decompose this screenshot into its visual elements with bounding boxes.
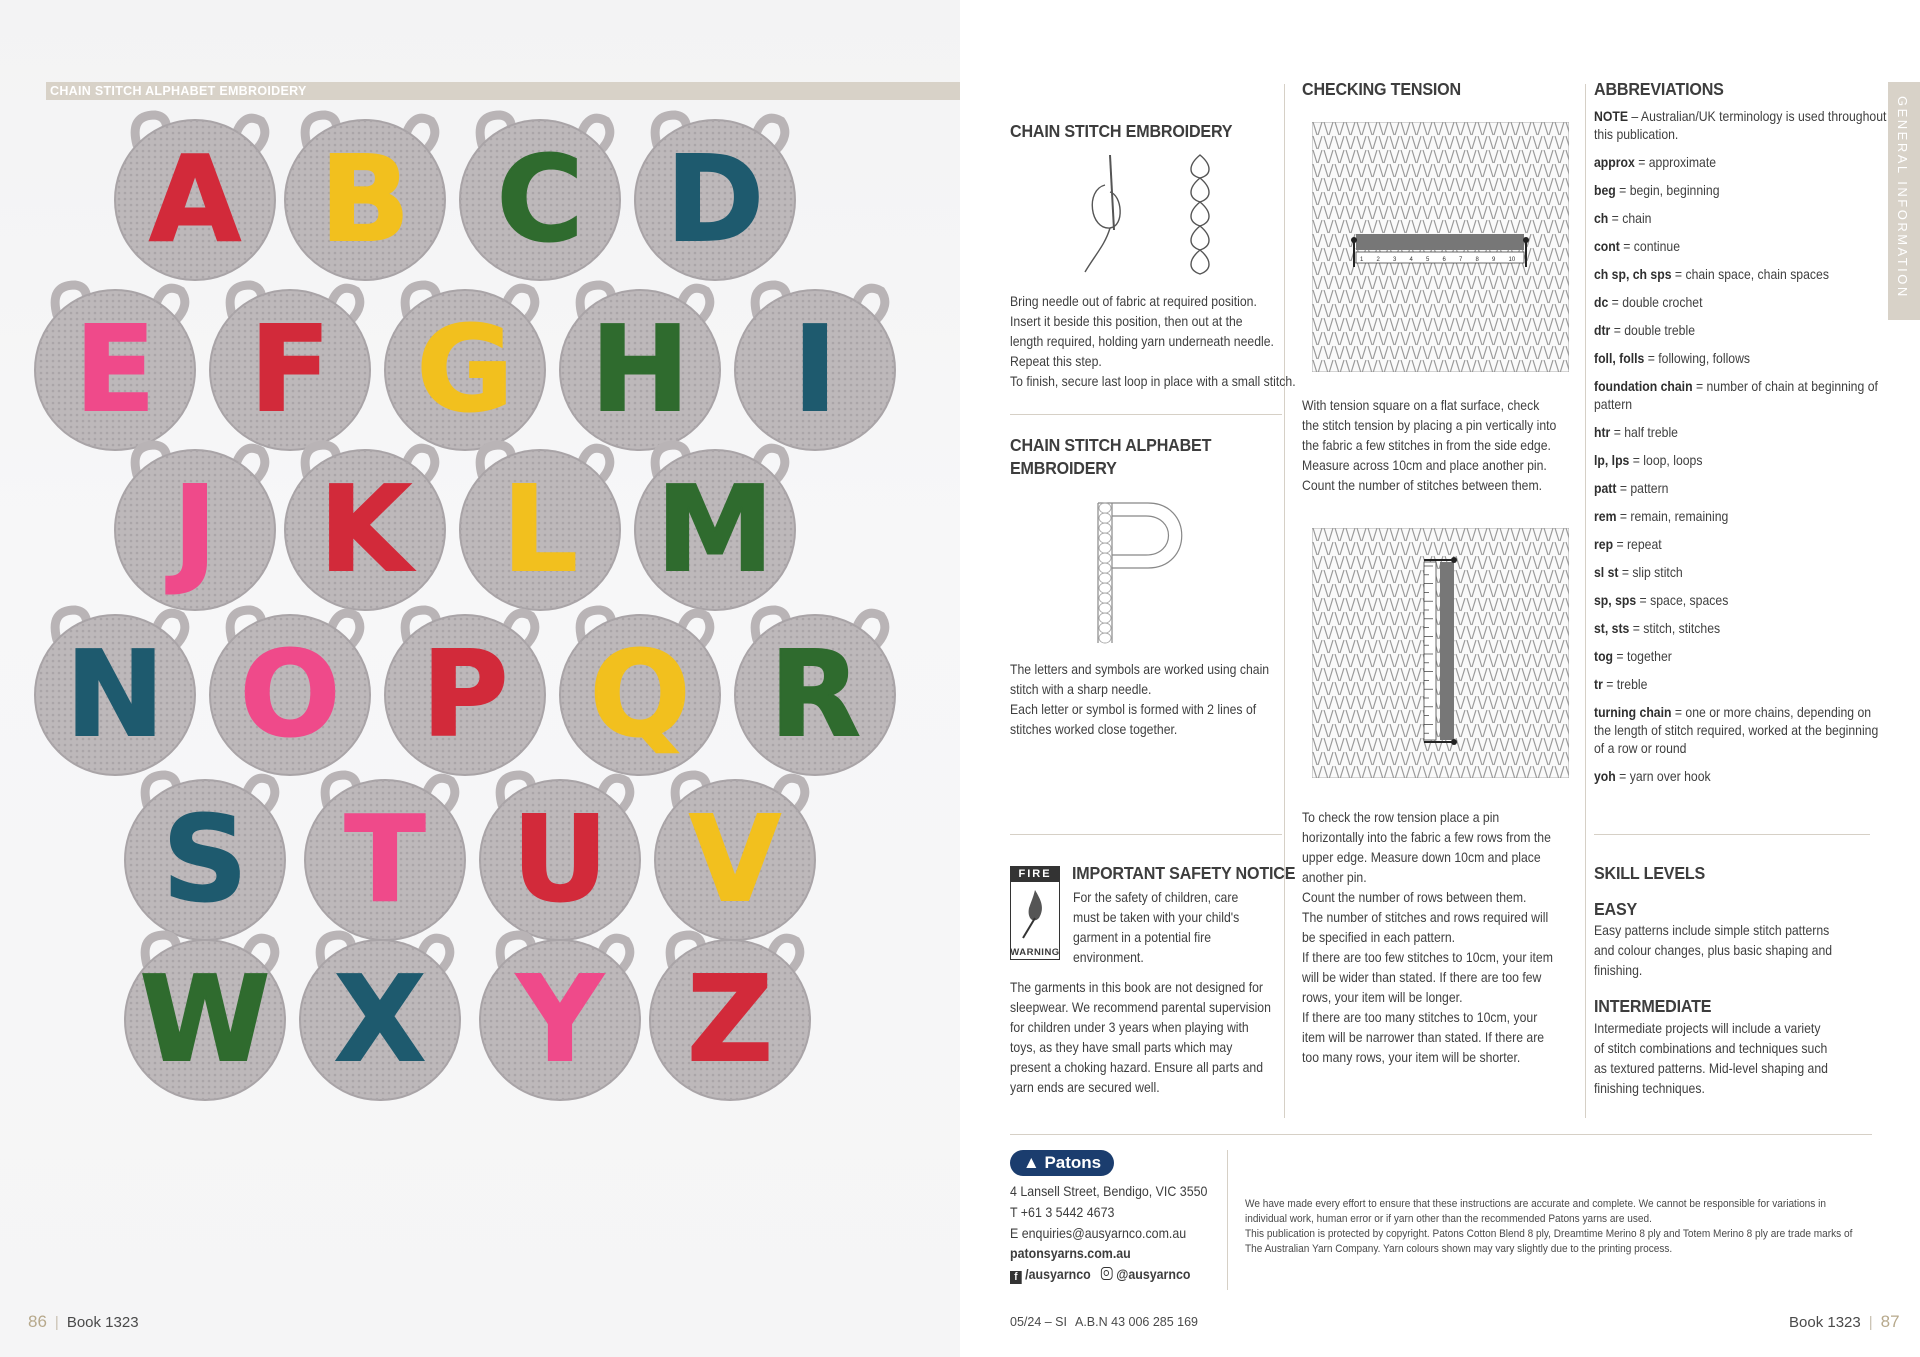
abbreviation-definition: = space, spaces <box>1636 593 1729 608</box>
letter-medallion <box>210 285 370 450</box>
letter-medallion <box>305 775 465 940</box>
embroidered-letter: A <box>149 130 241 268</box>
ruler-number: 4 <box>1409 257 1413 263</box>
abbreviations-heading: ABBREVIATIONS <box>1594 79 1724 99</box>
abbreviation-item <box>1594 182 1887 200</box>
letter-medallion <box>480 775 640 940</box>
abbreviation-item <box>1594 294 1887 312</box>
tension-p1-3: the fabric a few stitches in from the side edge. <box>1302 438 1551 453</box>
abbreviation-item <box>1594 648 1887 666</box>
abbreviation-definition: = double treble <box>1610 323 1696 338</box>
safety-intro <box>1073 888 1239 968</box>
ruler-number: 1 <box>1360 257 1364 263</box>
safety-body <box>1010 978 1271 1098</box>
page-number-87: 87 <box>1880 1312 1900 1331</box>
abbreviation-term: approx <box>1594 155 1635 170</box>
instagram-icon[interactable] <box>1101 1267 1113 1280</box>
ruler-number: 9 <box>1492 257 1496 263</box>
embroidered-letter: L <box>502 460 578 598</box>
abbreviation-definition: = begin, beginning <box>1615 183 1720 198</box>
safety-body-5: present a choking hazard. Ensure all parts and <box>1010 1060 1263 1075</box>
safety-intro-3: garment in a potential fire <box>1073 930 1212 945</box>
note-label: NOTE <box>1594 109 1628 124</box>
abbreviation-term: dc <box>1594 295 1609 310</box>
abbreviation-term: beg <box>1594 183 1616 198</box>
right-folio: Book 1323 | 87 <box>1789 1312 1900 1331</box>
letter-medallion <box>560 610 720 775</box>
abbreviation-definition: = chain <box>1608 211 1652 226</box>
alphabet-line-1: The letters and symbols are worked using chain <box>1010 662 1270 677</box>
divider-footer <box>1010 1134 1872 1135</box>
ruler-number: 10 <box>1508 257 1516 263</box>
company-email[interactable]: E enquiries@ausyarnco.com.au <box>1010 1226 1187 1241</box>
left-folio: 86 | Book 1323 <box>28 1312 139 1331</box>
chain-link <box>1099 503 1111 513</box>
embroidered-letter: N <box>65 625 165 763</box>
tension-p1-1: With tension square on a flat surface, check <box>1302 398 1540 413</box>
abbreviation-definition: = treble <box>1602 677 1648 692</box>
chain-link <box>1099 513 1111 523</box>
chain-line-3: length required, holding yarn underneath needle. <box>1010 334 1274 349</box>
match-flame-icon <box>1011 882 1058 942</box>
company-website[interactable]: patonsyarns.com.au <box>1010 1246 1131 1261</box>
letter-medallion <box>125 935 285 1100</box>
letter-medallion <box>35 285 195 450</box>
easy-heading: EASY <box>1594 899 1638 919</box>
abbreviation-definition: = repeat <box>1613 537 1662 552</box>
ruler-number: 5 <box>1426 257 1430 263</box>
abbreviation-term: sl st <box>1594 565 1619 580</box>
safety-body-1: The garments in this book are not designed for <box>1010 980 1263 995</box>
letter-medallion <box>460 445 620 610</box>
letter-medallion <box>115 445 275 610</box>
embroidered-letter: G <box>416 300 514 438</box>
abbreviation-item <box>1594 452 1887 470</box>
easy-line-2: and colour changes, plus basic shaping and <box>1594 943 1833 958</box>
embroidered-letter: I <box>793 300 837 438</box>
abbreviation-definition: = pattern <box>1616 481 1669 496</box>
column-divider-1 <box>1284 84 1285 1118</box>
abbreviation-term: turning chain <box>1594 705 1672 720</box>
embroidered-letter: S <box>162 790 248 928</box>
embroidered-letter: Y <box>517 950 603 1088</box>
crochet-alphabet-photo <box>20 100 940 1270</box>
abbreviation-item <box>1594 266 1887 284</box>
tension-p1-5: Count the number of stitches between them. <box>1302 478 1543 493</box>
letter-medallion <box>285 445 445 610</box>
alphabet-line-3: Each letter or symbol is formed with 2 lines of <box>1010 702 1257 717</box>
book-number-left: Book 1323 <box>66 1314 139 1331</box>
chain-link <box>1099 603 1111 613</box>
abbreviation-item <box>1594 210 1887 228</box>
abbreviation-item <box>1594 564 1887 582</box>
easy-line-3: finishing. <box>1594 963 1643 978</box>
tension-p2-9: will be wider than stated. If there are too few <box>1302 970 1542 985</box>
abbreviation-term: foundation chain <box>1594 379 1693 394</box>
abbreviation-item <box>1594 350 1887 368</box>
general-information-tab <box>1888 82 1920 320</box>
letter-medallion <box>650 935 810 1100</box>
intermediate-line-2: of stitch combinations and techniques such <box>1594 1041 1828 1056</box>
abbreviation-item <box>1594 238 1887 256</box>
company-address: 4 Lansell Street, Bendigo, VIC 3550 <box>1010 1184 1208 1199</box>
chain-link <box>1099 613 1111 623</box>
letter-medallion <box>285 115 445 280</box>
letter-medallion <box>460 115 620 280</box>
embroidered-letter: F <box>249 300 331 438</box>
row-tension-swatch <box>1312 528 1569 778</box>
embroidered-letter: E <box>74 300 156 438</box>
abbreviation-term: tog <box>1594 649 1614 664</box>
tension-paragraph-2 <box>1302 808 1553 1068</box>
letter-medallion <box>735 285 895 450</box>
chain-letter-p-diagram <box>1088 498 1204 648</box>
tension-p2-10: rows, your item will be longer. <box>1302 990 1463 1005</box>
letter-medallion <box>35 610 195 775</box>
abbreviation-definition: = slip stitch <box>1618 565 1683 580</box>
embroidered-letter: M <box>656 460 774 598</box>
ruler-number: 6 <box>1442 257 1446 263</box>
chain-link <box>1099 633 1111 643</box>
abbreviation-term: rep <box>1594 537 1614 552</box>
chain-link <box>1099 543 1111 553</box>
footer-divider <box>1227 1150 1228 1290</box>
easy-description <box>1594 921 1832 981</box>
letter-medallion <box>210 610 370 775</box>
note-text: – Australian/UK terminology is used throughout this publication. <box>1594 109 1887 142</box>
embroidered-letter: P <box>421 625 509 763</box>
abbreviation-term: sp, sps <box>1594 593 1637 608</box>
alphabet-instructions <box>1010 660 1269 740</box>
abbreviation-term: htr <box>1594 425 1611 440</box>
tension-p2-11: If there are too many stitches to 10cm, your <box>1302 1010 1538 1025</box>
safety-body-4: toys, as they have small parts which may <box>1010 1040 1233 1055</box>
letter-medallion <box>655 775 815 940</box>
ruler-number: 7 <box>1459 257 1463 263</box>
chain-link <box>1099 583 1111 593</box>
tension-p2-1: To check the row tension place a pin <box>1302 810 1500 825</box>
abbreviation-definition: = remain, remaining <box>1616 509 1729 524</box>
alphabet-line-2: stitch with a sharp needle. <box>1010 682 1152 697</box>
skill-levels-heading: SKILL LEVELS <box>1594 863 1706 883</box>
alphabet-heading-2: EMBROIDERY <box>1010 458 1117 478</box>
letter-medallion <box>560 285 720 450</box>
ruler-number: 2 <box>1376 257 1380 263</box>
abbreviation-definition: = half treble <box>1610 425 1678 440</box>
chain-link <box>1099 563 1111 573</box>
safety-heading: IMPORTANT SAFETY NOTICE <box>1072 863 1296 883</box>
abbreviation-item <box>1594 704 1887 758</box>
abbreviation-definition: = approximate <box>1634 155 1717 170</box>
abbreviation-term: ch <box>1594 211 1609 226</box>
chain-link <box>1099 523 1111 533</box>
abbreviation-item <box>1594 620 1887 638</box>
tension-heading: CHECKING TENSION <box>1302 79 1461 99</box>
tension-p1-2: the stitch tension by placing a pin vertically into <box>1302 418 1557 433</box>
abbreviations-list <box>1594 108 1886 796</box>
abbreviation-item <box>1594 378 1887 414</box>
abbreviation-term: yoh <box>1594 769 1616 784</box>
embroidered-letter: T <box>344 790 426 928</box>
diagram-letter: P <box>1140 543 1141 544</box>
abbreviation-term: lp, lps <box>1594 453 1630 468</box>
divider-chain <box>1010 414 1282 415</box>
abbreviation-item <box>1594 676 1887 694</box>
tension-p2-5: Count the number of rows between them. <box>1302 890 1527 905</box>
disclaimer <box>1245 1197 1884 1257</box>
easy-line-1: Easy patterns include simple stitch patterns <box>1594 923 1830 938</box>
company-phone: T +61 3 5442 4673 <box>1010 1205 1115 1220</box>
alphabet-heading-1: CHAIN STITCH ALPHABET <box>1010 435 1212 455</box>
abbreviation-term: st, sts <box>1594 621 1630 636</box>
intermediate-line-4: finishing techniques. <box>1594 1081 1705 1096</box>
tension-p2-2: horizontally into the fabric a few rows from the <box>1302 830 1551 845</box>
embroidered-letter: B <box>320 130 410 268</box>
safety-intro-4: environment. <box>1073 950 1144 965</box>
abbreviation-item <box>1594 768 1887 786</box>
abbreviation-item <box>1594 480 1887 498</box>
chain-stitch-heading: CHAIN STITCH EMBROIDERY <box>1010 121 1233 141</box>
embroidered-letter: D <box>666 130 764 268</box>
intermediate-description <box>1594 1019 1828 1099</box>
embroidered-letter: C <box>496 130 584 268</box>
patons-logo-text: Patons <box>1044 1153 1102 1172</box>
abbreviation-item <box>1594 154 1887 172</box>
abbreviation-item <box>1594 536 1887 554</box>
letter-medallion <box>115 115 275 280</box>
safety-body-3: for children under 3 years when playing with <box>1010 1020 1249 1035</box>
ruler-number: 8 <box>1475 257 1479 263</box>
tension-p2-4: another pin. <box>1302 870 1367 885</box>
column-divider-2 <box>1585 84 1586 1118</box>
abbreviation-definition: = following, follows <box>1644 351 1751 366</box>
abbreviation-definition: = one or more chains, depending on the length of stitch required, worked at the beginning of a row or round <box>1594 705 1879 756</box>
letter-medallion <box>480 935 640 1100</box>
embroidered-letter: Z <box>687 950 773 1088</box>
instagram-handle[interactable]: @ausyarnco <box>1116 1267 1191 1282</box>
abbreviation-definition: = chain space, chain spaces <box>1671 267 1829 282</box>
warning-label: WARNING <box>1010 947 1060 958</box>
letter-medallion <box>385 610 545 775</box>
embroidered-letter: R <box>769 625 861 763</box>
divider-abbr <box>1594 834 1870 835</box>
abbreviation-note <box>1594 108 1887 144</box>
abbreviation-definition: = stitch, stitches <box>1629 621 1721 636</box>
abbreviation-term: patt <box>1594 481 1617 496</box>
tension-p2-7: be specified in each pattern. <box>1302 930 1456 945</box>
fire-label: FIRE <box>1011 867 1059 882</box>
patons-logo: ▲ Patons <box>1010 1150 1114 1176</box>
ruler-number: 3 <box>1393 257 1397 263</box>
embroidered-letter: X <box>334 950 426 1088</box>
book-number-right: Book 1323 <box>1789 1314 1861 1331</box>
tension-p1-4: Measure across 10cm and place another pin. <box>1302 458 1547 473</box>
divider-alphabet <box>1010 834 1282 835</box>
chain-stitch-instructions <box>1010 292 1296 392</box>
embroidered-letter: U <box>512 790 608 928</box>
abbreviation-definition: = number of chain at beginning of pattern <box>1594 379 1878 412</box>
abbreviation-item <box>1594 592 1887 610</box>
facebook-icon[interactable]: f <box>1010 1271 1022 1284</box>
facebook-handle[interactable]: /ausyarnco <box>1025 1267 1091 1282</box>
embroidered-letter: H <box>590 300 690 438</box>
abbreviation-definition: = together <box>1613 649 1672 664</box>
intermediate-line-3: as textured patterns. Mid-level shaping and <box>1594 1061 1828 1076</box>
abbreviation-definition: = loop, loops <box>1629 453 1703 468</box>
letter-medallion <box>735 610 895 775</box>
print-code: 05/24 – SI <box>1010 1315 1067 1329</box>
abbreviation-definition: = yarn over hook <box>1615 769 1711 784</box>
tension-p2-3: upper edge. Measure down 10cm and place <box>1302 850 1541 865</box>
embroidered-letter: O <box>239 625 341 763</box>
chain-link <box>1099 593 1111 603</box>
chain-link <box>1099 623 1111 633</box>
abbreviation-item <box>1594 322 1887 340</box>
abbreviation-item <box>1594 508 1887 526</box>
abbreviation-term: cont <box>1594 239 1620 254</box>
page-number-86: 86 <box>28 1312 47 1331</box>
letter-medallion <box>300 935 460 1100</box>
letter-medallion <box>125 775 285 940</box>
tension-p2-12: item will be narrower than stated. If there are <box>1302 1030 1545 1045</box>
abbreviation-term: dtr <box>1594 323 1611 338</box>
letter-medallion <box>635 445 795 610</box>
disclaimer-line-3: This publication is protected by copyright. Patons Cotton Blend 8 ply, Dreamtime Merino 8 ply and Totem Merino 8 ply are trade marks of <box>1245 1228 1853 1240</box>
disclaimer-line-1: We have made every effort to ensure that these instructions are accurate and complete. We cannot be responsible for variations in <box>1245 1198 1826 1210</box>
embroidered-letter: V <box>689 790 781 928</box>
safety-body-2: sleepwear. We recommend parental supervision <box>1010 1000 1271 1015</box>
safety-intro-2: must be taken with your child's <box>1073 910 1240 925</box>
disclaimer-line-4: The Australian Yarn Company. Yarn colours shown may vary slightly due to the printing process. <box>1245 1243 1673 1255</box>
abbreviation-item <box>1594 424 1887 442</box>
intermediate-heading: INTERMEDIATE <box>1594 996 1712 1016</box>
embroidered-letter: W <box>139 950 271 1088</box>
intermediate-line-1: Intermediate projects will include a variety <box>1594 1021 1821 1036</box>
embroidered-letter: J <box>173 460 217 598</box>
chain-line-5: To finish, secure last loop in place with a small stitch. <box>1010 374 1296 389</box>
letter-medallion <box>635 115 795 280</box>
tension-p2-6: The number of stitches and rows required will <box>1302 910 1549 925</box>
stitch-tension-swatch <box>1312 122 1569 372</box>
abbreviation-term: tr <box>1594 677 1603 692</box>
tension-paragraph-1 <box>1302 396 1556 496</box>
abbreviation-definition: = continue <box>1619 239 1681 254</box>
chain-link <box>1099 573 1111 583</box>
abbreviation-term: foll, folls <box>1594 351 1645 366</box>
chain-line-1: Bring needle out of fabric at required position. <box>1010 294 1257 309</box>
letter-medallion <box>385 285 545 450</box>
chain-link <box>1099 553 1111 563</box>
abn-number: A.B.N 43 006 285 169 <box>1075 1315 1199 1329</box>
embroidered-letter: K <box>319 460 411 598</box>
embroidered-letter: Q <box>589 625 691 763</box>
abbreviation-term: ch sp, ch sps <box>1594 267 1672 282</box>
tab-label: GENERAL INFORMATION <box>1895 96 1910 299</box>
abbreviation-definition: = double crochet <box>1608 295 1703 310</box>
safety-intro-1: For the safety of children, care <box>1073 890 1239 905</box>
tension-p2-8: If there are too few stitches to 10cm, your item <box>1302 950 1553 965</box>
chain-stitch-diagram <box>1080 150 1230 280</box>
banner-title: CHAIN STITCH ALPHABET EMBROIDERY <box>50 84 307 98</box>
chain-line-2: Insert it beside this position, then out at the <box>1010 314 1243 329</box>
social-links <box>1010 1267 1190 1284</box>
abbreviation-term: rem <box>1594 509 1617 524</box>
disclaimer-line-2: individual work, human error or if yarn other than the recommended Patons yarns are used. <box>1245 1213 1652 1225</box>
alphabet-line-4: stitches worked close together. <box>1010 722 1178 737</box>
safety-body-6: yarn ends are secured well. <box>1010 1080 1160 1095</box>
chain-link <box>1099 533 1111 543</box>
chain-line-4: Repeat this step. <box>1010 354 1102 369</box>
tension-p2-13: too many rows, your item will be shorter. <box>1302 1050 1521 1065</box>
fire-warning-icon <box>1010 866 1060 960</box>
